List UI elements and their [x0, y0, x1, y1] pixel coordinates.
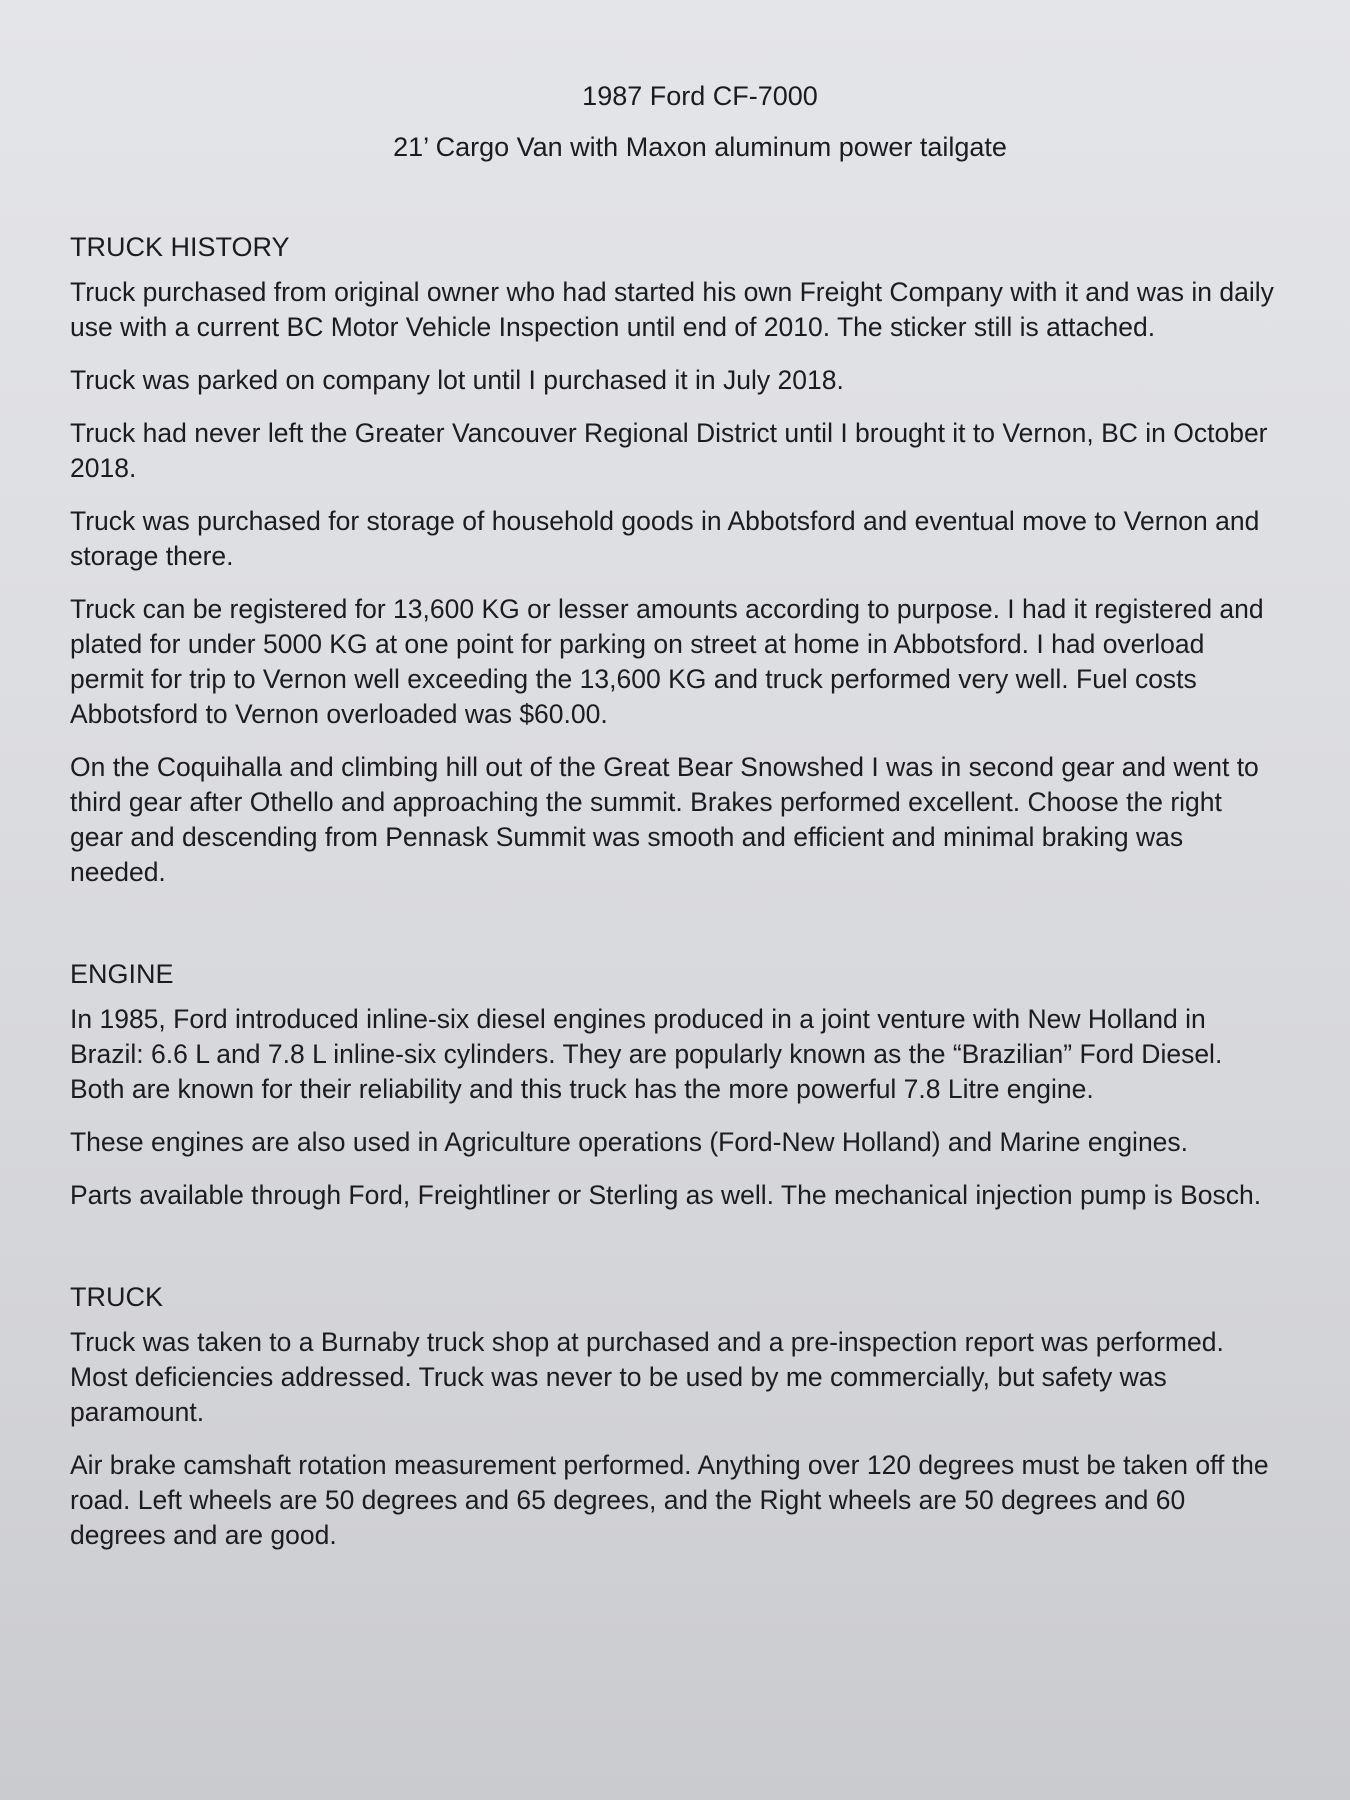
section-truck-history: [70, 231, 1310, 890]
document-title: 1987 Ford CF-7000: [582, 81, 818, 111]
history-paragraph: Truck was purchased for storage of household goods in Abbotsford and eventual move to Vernon and storage there.: [70, 506, 1260, 571]
history-paragraph: Truck can be registered for 13,600 KG or lesser amounts according to purpose. I had it registered and plated for under 5000 KG at one point for parking on street at home in Abbotsford. I had overload permit for trip to Vernon well exceeding the 13,600 KG and truck performed very well. Fuel costs Abbotsford to Vernon overloaded was $60.00.: [70, 594, 1264, 729]
section-heading-engine: ENGINE: [70, 959, 174, 989]
engine-paragraph: Parts available through Ford, Freightliner or Sterling as well. The mechanical injection pump is Bosch.: [70, 1180, 1262, 1210]
history-paragraph: Truck had never left the Greater Vancouver Regional District until I brought it to Vernon, BC in October 2018.: [70, 418, 1268, 483]
truck-paragraph: Air brake camshaft rotation measurement performed. Anything over 120 degrees must be taken off the road. Left wheels are 50 degrees and 65 degrees, and the Right wheels are 50 degrees and 60 degrees and are good.: [70, 1450, 1269, 1550]
history-paragraph: Truck was parked on company lot until I purchased it in July 2018.: [70, 365, 844, 395]
document-subtitle: 21’ Cargo Van with Maxon aluminum power tailgate: [393, 132, 1007, 162]
title-block: [70, 80, 1310, 163]
engine-paragraph: These engines are also used in Agriculture operations (Ford-New Holland) and Marine engines.: [70, 1127, 1189, 1157]
history-paragraph: On the Coquihalla and climbing hill out of the Great Bear Snowshed I was in second gear and went to third gear after Othello and approaching the summit. Brakes performed excellent. Choose the right gear and descending from Pennask Summit was smooth and efficient and minimal braking was needed.: [70, 752, 1259, 887]
section-engine: [70, 958, 1310, 1213]
section-heading-truck-history: TRUCK HISTORY: [70, 232, 290, 262]
section-truck: [70, 1281, 1310, 1553]
engine-paragraph: In 1985, Ford introduced inline-six diesel engines produced in a joint venture with New Holland in Brazil: 6.6 L and 7.8 L inline-six cylinders. They are popularly known as the “Brazilian” Ford Diesel. Both are known for their reliability and this truck has the more powerful 7.8 Litre engine.: [70, 1004, 1223, 1104]
section-heading-truck: TRUCK: [70, 1282, 163, 1312]
truck-paragraph: Truck was taken to a Burnaby truck shop at purchased and a pre-inspection report was performed. Most deficiencies addressed. Truck was never to be used by me commercially, but safety was paramount.: [70, 1327, 1224, 1427]
history-paragraph: Truck purchased from original owner who had started his own Freight Company with it and was in daily use with a current BC Motor Vehicle Inspection until end of 2010. The sticker still is attached.: [70, 277, 1274, 342]
